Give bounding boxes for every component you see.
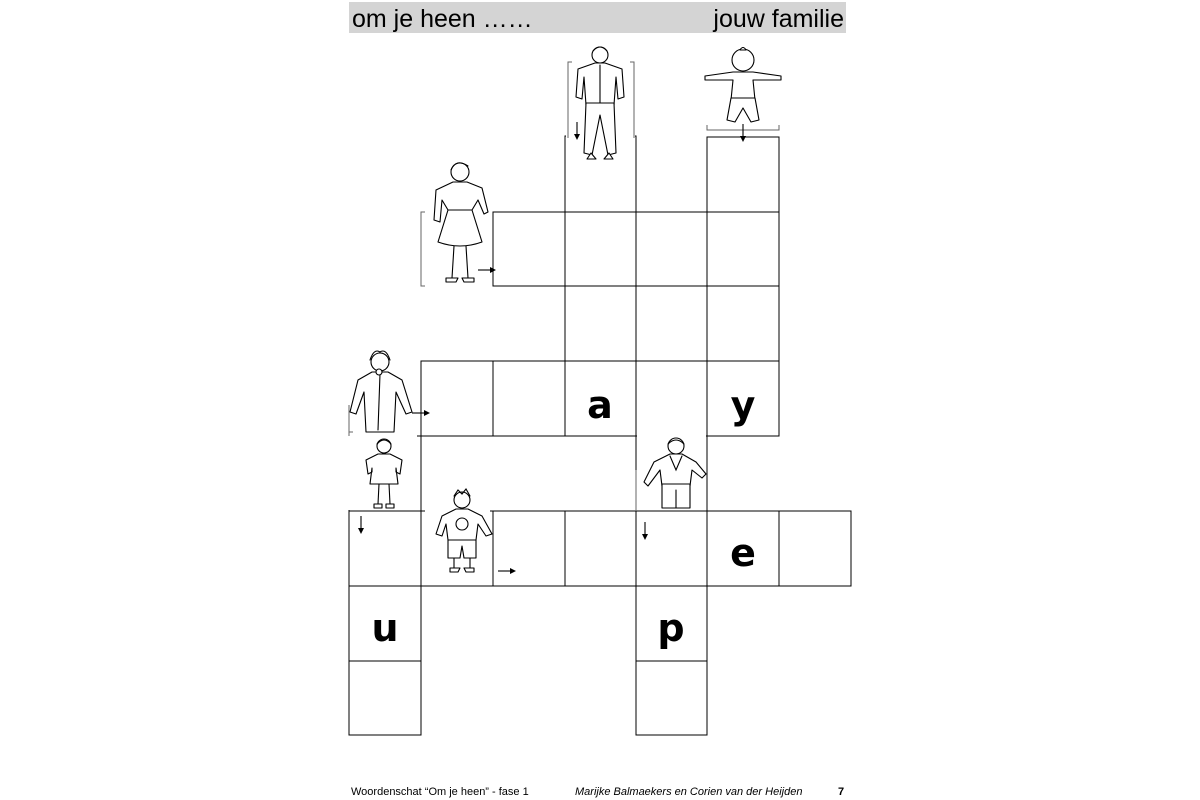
crossword-cell[interactable] — [421, 361, 493, 436]
crossword-cell[interactable] — [493, 212, 565, 286]
footer-authors: Marijke Balmaekers en Corien van der Heijden — [575, 786, 803, 798]
crossword-cell[interactable] — [707, 286, 779, 361]
footer-title: Woordenschat “Om je heen” - fase 1 — [351, 786, 529, 798]
crossword-cell[interactable] — [636, 661, 707, 735]
letter-p: p — [657, 606, 685, 650]
page-number: 7 — [838, 786, 845, 798]
crossword-cell[interactable] — [779, 511, 851, 586]
baby-icon — [705, 48, 781, 123]
crossword-cell[interactable] — [349, 661, 421, 735]
letter-e: e — [730, 531, 756, 575]
crossword-cell[interactable] — [565, 286, 636, 361]
letter-y: y — [730, 383, 756, 427]
crossword-cell[interactable] — [565, 511, 636, 586]
header-title: om je heen …… — [352, 5, 533, 33]
crossword-cell[interactable] — [636, 361, 707, 436]
crossword-cell[interactable] — [707, 212, 779, 286]
crossword-cell[interactable] — [636, 286, 707, 361]
header-topic: jouw familie — [713, 5, 844, 33]
crossword-cell[interactable] — [493, 511, 565, 586]
crossword-cell[interactable] — [707, 137, 779, 212]
crossword-cell[interactable] — [565, 212, 636, 286]
crossword-cell[interactable] — [349, 511, 421, 586]
crossword-cell[interactable] — [493, 361, 565, 436]
letter-u: u — [371, 606, 399, 650]
letter-a: a — [587, 383, 613, 427]
crossword-cell[interactable] — [636, 212, 707, 286]
crossword-cell[interactable] — [636, 511, 707, 586]
